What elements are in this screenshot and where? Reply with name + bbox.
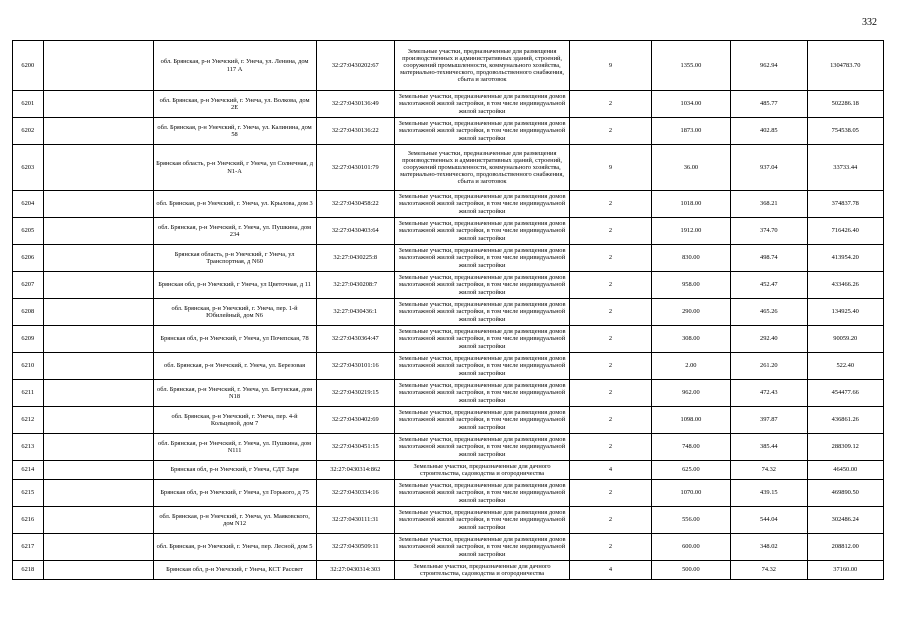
permitted-use-cell: Земельные участки, предназначенные для размещения домов малоэтажной жилой застройки, в том числе индивидуальной жилой застройки (394, 91, 569, 118)
specific-value-cell: 937.04 (731, 145, 807, 191)
empty-cell (43, 507, 153, 534)
row-number-cell: 6208 (13, 299, 44, 326)
table-row (13, 407, 884, 434)
address-cell: Брянская обл, р-н Унечский, г Унеча, ул Цветочная, д 11 (153, 272, 316, 299)
empty-cell (43, 41, 153, 91)
empty-cell (43, 191, 153, 218)
permitted-use-cell: Земельные участки, предназначенные для размещения производственных и административных зданий, строений, сооружений промышленности, коммунального хозяйства, материально-технического, продовольственного снабжения, сбыта и заготовок (394, 145, 569, 191)
address-cell: Брянская обл, р-н Унечский, г Унеча, ул Почепская, 78 (153, 326, 316, 353)
area-cell: 962.00 (651, 380, 730, 407)
cadastral-value-cell: 413954.20 (807, 245, 883, 272)
area-cell: 308.00 (651, 326, 730, 353)
table-row (13, 245, 884, 272)
specific-value-cell: 397.87 (731, 407, 807, 434)
row-number-cell: 6210 (13, 353, 44, 380)
cadastral-number-cell: 32:27:0430364:47 (316, 326, 394, 353)
area-cell: 1034.00 (651, 91, 730, 118)
cadastral-value-cell: 716426.40 (807, 218, 883, 245)
area-cell: 1355.00 (651, 41, 730, 91)
empty-cell (43, 561, 153, 580)
row-number-cell: 6205 (13, 218, 44, 245)
permitted-use-cell: Земельные участки, предназначенные для размещения домов малоэтажной жилой застройки, в том числе индивидуальной жилой застройки (394, 326, 569, 353)
row-number-cell: 6202 (13, 118, 44, 145)
address-cell: Брянская область, р-н Унечский, г Унеча, ул Солнечная, д N1-А (153, 145, 316, 191)
empty-cell (43, 145, 153, 191)
land-plot-registry-table (12, 40, 884, 580)
permitted-use-cell: Земельные участки, предназначенные для размещения производственных и административных зданий, строений, сооружений промышленности, коммунального хозяйства, материально-технического, продовольственного снабжения, сбыта и заготовок (394, 41, 569, 91)
specific-value-cell: 374.70 (731, 218, 807, 245)
cadastral-number-cell: 32:27:0430451:15 (316, 434, 394, 461)
row-number-cell: 6213 (13, 434, 44, 461)
address-cell: обл. Брянская, р-н Унечский, г. Унеча, ул. Березовая (153, 353, 316, 380)
use-group-cell: 2 (570, 326, 651, 353)
area-cell: 556.00 (651, 507, 730, 534)
permitted-use-cell: Земельные участки, предназначенные для размещения домов малоэтажной жилой застройки, в том числе индивидуальной жилой застройки (394, 380, 569, 407)
empty-cell (43, 353, 153, 380)
empty-cell (43, 245, 153, 272)
cadastral-value-cell: 433466.26 (807, 272, 883, 299)
permitted-use-cell: Земельные участки, предназначенные для размещения домов малоэтажной жилой застройки, в том числе индивидуальной жилой застройки (394, 407, 569, 434)
cadastral-value-cell: 37160.00 (807, 561, 883, 580)
permitted-use-cell: Земельные участки, предназначенные для дачного строительства, садоводства и огородничества (394, 561, 569, 580)
address-cell: Брянская обл, р-н Унечский, г Унеча, ул Горького, д 75 (153, 480, 316, 507)
permitted-use-cell: Земельные участки, предназначенные для размещения домов малоэтажной жилой застройки, в том числе индивидуальной жилой застройки (394, 534, 569, 561)
table-row (13, 218, 884, 245)
cadastral-number-cell: 32:27:0430202:67 (316, 41, 394, 91)
area-cell: 1018.00 (651, 191, 730, 218)
specific-value-cell: 439.15 (731, 480, 807, 507)
cadastral-number-cell: 32:27:0430436:1 (316, 299, 394, 326)
cadastral-number-cell: 32:27:0430402:69 (316, 407, 394, 434)
permitted-use-cell: Земельные участки, предназначенные для размещения домов малоэтажной жилой застройки, в том числе индивидуальной жилой застройки (394, 191, 569, 218)
area-cell: 1070.00 (651, 480, 730, 507)
use-group-cell: 2 (570, 534, 651, 561)
specific-value-cell: 74.32 (731, 461, 807, 480)
cadastral-value-cell: 288309.12 (807, 434, 883, 461)
row-number-cell: 6200 (13, 41, 44, 91)
cadastral-value-cell: 374837.78 (807, 191, 883, 218)
address-cell: Брянская обл, р-н Унечский, г Унеча, СДТ Заря (153, 461, 316, 480)
cadastral-number-cell: 32:27:0430314:862 (316, 461, 394, 480)
cadastral-value-cell: 436861.26 (807, 407, 883, 434)
empty-cell (43, 534, 153, 561)
specific-value-cell: 292.40 (731, 326, 807, 353)
cadastral-number-cell: 32:27:0430136:49 (316, 91, 394, 118)
row-number-cell: 6218 (13, 561, 44, 580)
area-cell: 958.00 (651, 272, 730, 299)
specific-value-cell: 452.47 (731, 272, 807, 299)
empty-cell (43, 272, 153, 299)
cadastral-number-cell: 32:27:0430334:16 (316, 480, 394, 507)
table-row (13, 191, 884, 218)
area-cell: 36.00 (651, 145, 730, 191)
table-row (13, 461, 884, 480)
use-group-cell: 2 (570, 407, 651, 434)
use-group-cell: 4 (570, 561, 651, 580)
permitted-use-cell: Земельные участки, предназначенные для размещения домов малоэтажной жилой застройки, в том числе индивидуальной жилой застройки (394, 299, 569, 326)
specific-value-cell: 498.74 (731, 245, 807, 272)
empty-cell (43, 380, 153, 407)
use-group-cell: 2 (570, 245, 651, 272)
table-row (13, 41, 884, 91)
table-row (13, 434, 884, 461)
row-number-cell: 6216 (13, 507, 44, 534)
address-cell: обл. Брянская, р-н Унечский, г. Унеча, пер. 4-й Кольцевой, дом 7 (153, 407, 316, 434)
table-row (13, 353, 884, 380)
area-cell: 830.00 (651, 245, 730, 272)
address-cell: обл. Брянская, р-н Унечский, г. Унеча, ул. Пушкина, дом N111 (153, 434, 316, 461)
cadastral-value-cell: 1304783.70 (807, 41, 883, 91)
table-row (13, 507, 884, 534)
empty-cell (43, 299, 153, 326)
cadastral-number-cell: 32:27:0430101:79 (316, 145, 394, 191)
use-group-cell: 2 (570, 507, 651, 534)
permitted-use-cell: Земельные участки, предназначенные для дачного строительства, садоводства и огородничества (394, 461, 569, 480)
specific-value-cell: 74.32 (731, 561, 807, 580)
specific-value-cell: 544.04 (731, 507, 807, 534)
use-group-cell: 2 (570, 272, 651, 299)
address-cell: обл. Брянская, р-н Унечский, г. Унеча, ул. Бетунская, дом N18 (153, 380, 316, 407)
cadastral-value-cell: 33733.44 (807, 145, 883, 191)
cadastral-value-cell: 502286.18 (807, 91, 883, 118)
empty-cell (43, 118, 153, 145)
cadastral-value-cell: 454477.66 (807, 380, 883, 407)
use-group-cell: 2 (570, 480, 651, 507)
use-group-cell: 2 (570, 91, 651, 118)
row-number-cell: 6206 (13, 245, 44, 272)
use-group-cell: 2 (570, 353, 651, 380)
empty-cell (43, 218, 153, 245)
row-number-cell: 6204 (13, 191, 44, 218)
cadastral-number-cell: 32:27:0430225:8 (316, 245, 394, 272)
table-row (13, 534, 884, 561)
row-number-cell: 6212 (13, 407, 44, 434)
row-number-cell: 6203 (13, 145, 44, 191)
table-row (13, 118, 884, 145)
specific-value-cell: 485.77 (731, 91, 807, 118)
use-group-cell: 2 (570, 118, 651, 145)
cadastral-value-cell: 522.40 (807, 353, 883, 380)
table-row (13, 326, 884, 353)
cadastral-number-cell: 32:27:0430111:31 (316, 507, 394, 534)
table-row (13, 145, 884, 191)
permitted-use-cell: Земельные участки, предназначенные для размещения домов малоэтажной жилой застройки, в том числе индивидуальной жилой застройки (394, 245, 569, 272)
row-number-cell: 6214 (13, 461, 44, 480)
page-number: 332 (862, 17, 877, 28)
specific-value-cell: 348.02 (731, 534, 807, 561)
cadastral-value-cell: 134925.40 (807, 299, 883, 326)
use-group-cell: 9 (570, 41, 651, 91)
row-number-cell: 6215 (13, 480, 44, 507)
table-row (13, 561, 884, 580)
area-cell: 500.00 (651, 561, 730, 580)
table-row (13, 380, 884, 407)
row-number-cell: 6209 (13, 326, 44, 353)
address-cell: обл. Брянская, р-н Унечский, г. Унеча, пер. Лесной, дом 5 (153, 534, 316, 561)
permitted-use-cell: Земельные участки, предназначенные для размещения домов малоэтажной жилой застройки, в том числе индивидуальной жилой застройки (394, 480, 569, 507)
registry-table-body (13, 41, 884, 580)
table-row (13, 272, 884, 299)
row-number-cell: 6211 (13, 380, 44, 407)
row-number-cell: 6207 (13, 272, 44, 299)
cadastral-number-cell: 32:27:0430509:11 (316, 534, 394, 561)
cadastral-value-cell: 46450.00 (807, 461, 883, 480)
area-cell: 1873.00 (651, 118, 730, 145)
specific-value-cell: 472.43 (731, 380, 807, 407)
cadastral-value-cell: 302486.24 (807, 507, 883, 534)
empty-cell (43, 434, 153, 461)
cadastral-value-cell: 90059.20 (807, 326, 883, 353)
specific-value-cell: 261.20 (731, 353, 807, 380)
area-cell: 600.00 (651, 534, 730, 561)
use-group-cell: 2 (570, 434, 651, 461)
table-row (13, 480, 884, 507)
address-cell: обл. Брянская, р-н Унечский, г. Унеча, ул. Волкова, дом 2Е (153, 91, 316, 118)
area-cell: 1912.00 (651, 218, 730, 245)
address-cell: обл. Брянская, р-н Унечский, г. Унеча, ул. Ленина, дом 117 А (153, 41, 316, 91)
empty-cell (43, 91, 153, 118)
table-row (13, 299, 884, 326)
cadastral-number-cell: 32:27:0430208:7 (316, 272, 394, 299)
address-cell: обл. Брянская, р-н Унечский, г. Унеча, ул. Маяковского, дом N12 (153, 507, 316, 534)
row-number-cell: 6201 (13, 91, 44, 118)
cadastral-value-cell: 754538.05 (807, 118, 883, 145)
specific-value-cell: 385.44 (731, 434, 807, 461)
use-group-cell: 2 (570, 218, 651, 245)
area-cell: 2.00 (651, 353, 730, 380)
cadastral-number-cell: 32:27:0430101:16 (316, 353, 394, 380)
use-group-cell: 2 (570, 299, 651, 326)
address-cell: обл. Брянская, р-н Унечский, г. Унеча, пер. 1-й Юбилейный, дом N6 (153, 299, 316, 326)
cadastral-number-cell: 32:27:0430314:303 (316, 561, 394, 580)
area-cell: 625.00 (651, 461, 730, 480)
cadastral-number-cell: 32:27:0430219:15 (316, 380, 394, 407)
empty-cell (43, 326, 153, 353)
cadastral-number-cell: 32:27:0430403:64 (316, 218, 394, 245)
cadastral-value-cell: 208812.00 (807, 534, 883, 561)
empty-cell (43, 407, 153, 434)
address-cell: обл. Брянская, р-н Унечский, г. Унеча, ул. Калинина, дом 58 (153, 118, 316, 145)
permitted-use-cell: Земельные участки, предназначенные для размещения домов малоэтажной жилой застройки, в том числе индивидуальной жилой застройки (394, 353, 569, 380)
permitted-use-cell: Земельные участки, предназначенные для размещения домов малоэтажной жилой застройки, в том числе индивидуальной жилой застройки (394, 272, 569, 299)
table-row (13, 91, 884, 118)
use-group-cell: 2 (570, 191, 651, 218)
area-cell: 290.00 (651, 299, 730, 326)
use-group-cell: 4 (570, 461, 651, 480)
permitted-use-cell: Земельные участки, предназначенные для размещения домов малоэтажной жилой застройки, в том числе индивидуальной жилой застройки (394, 118, 569, 145)
permitted-use-cell: Земельные участки, предназначенные для размещения домов малоэтажной жилой застройки, в том числе индивидуальной жилой застройки (394, 434, 569, 461)
address-cell: обл. Брянская, р-н Унечский, г. Унеча, ул. Крылова, дом 3 (153, 191, 316, 218)
empty-cell (43, 480, 153, 507)
empty-cell (43, 461, 153, 480)
use-group-cell: 9 (570, 145, 651, 191)
specific-value-cell: 402.85 (731, 118, 807, 145)
area-cell: 1098.00 (651, 407, 730, 434)
address-cell: Брянская обл, р-н Унечский, г Унеча, КСТ Рассвет (153, 561, 316, 580)
cadastral-number-cell: 32:27:0430136:22 (316, 118, 394, 145)
address-cell: обл. Брянская, р-н Унечский, г. Унеча, ул. Пушкина, дом 234 (153, 218, 316, 245)
area-cell: 748.00 (651, 434, 730, 461)
use-group-cell: 2 (570, 380, 651, 407)
permitted-use-cell: Земельные участки, предназначенные для размещения домов малоэтажной жилой застройки, в том числе индивидуальной жилой застройки (394, 507, 569, 534)
address-cell: Брянская область, р-н Унечский, г Унеча, ул Транспортная, д N60 (153, 245, 316, 272)
permitted-use-cell: Земельные участки, предназначенные для размещения домов малоэтажной жилой застройки, в том числе индивидуальной жилой застройки (394, 218, 569, 245)
specific-value-cell: 368.21 (731, 191, 807, 218)
cadastral-value-cell: 469890.50 (807, 480, 883, 507)
row-number-cell: 6217 (13, 534, 44, 561)
specific-value-cell: 465.26 (731, 299, 807, 326)
specific-value-cell: 962.94 (731, 41, 807, 91)
cadastral-number-cell: 32:27:0430458:22 (316, 191, 394, 218)
